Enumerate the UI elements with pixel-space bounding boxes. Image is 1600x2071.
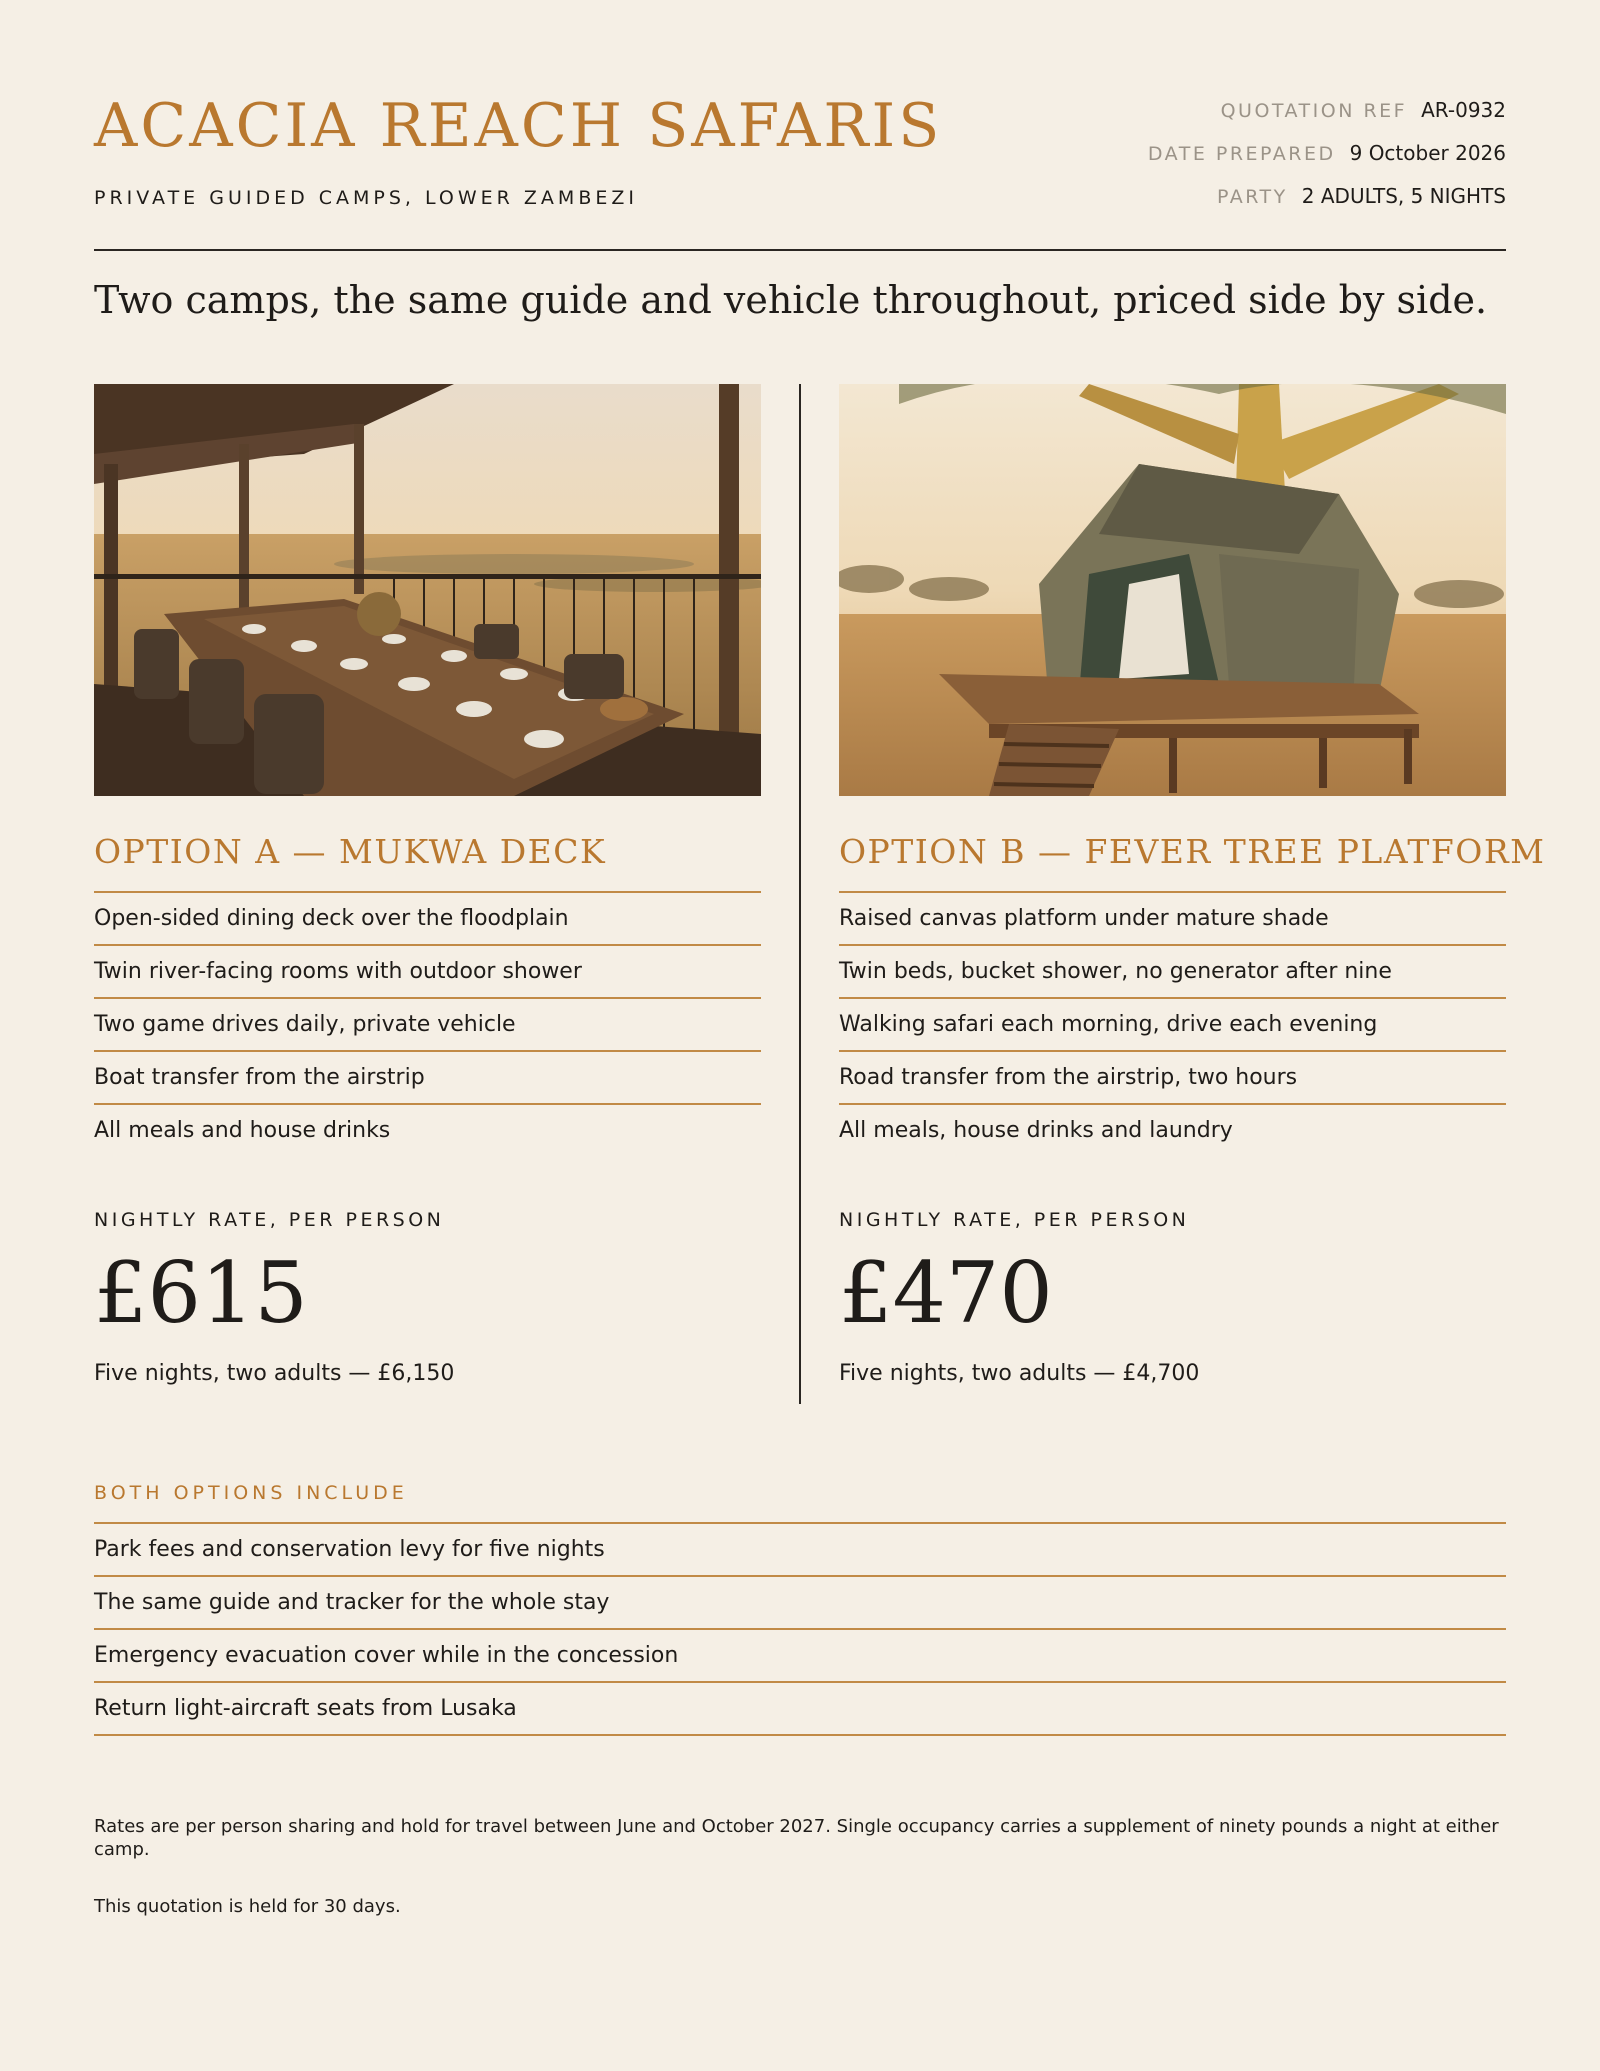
feature-item: Boat transfer from the airstrip: [94, 1052, 761, 1105]
feature-item: Raised canvas platform under mature shade: [839, 893, 1506, 946]
option-b-column: [839, 384, 1546, 1386]
option-a-price: £615: [94, 1243, 308, 1342]
both-options-list: [94, 1522, 1506, 1736]
quotation-page: [94, 0, 1546, 2071]
brand-title: ACACIA REACH SAFARIS: [94, 91, 943, 161]
brand-tagline: PRIVATE GUIDED CAMPS, LOWER ZAMBEZI: [94, 187, 638, 209]
meta-row-ref: [866, 98, 1506, 141]
option-b-total: Five nights, two adults — £4,700: [839, 1360, 1200, 1386]
column-divider: [799, 384, 801, 1404]
feature-item: Road transfer from the airstrip, two hours: [839, 1052, 1506, 1105]
both-options-title: BOTH OPTIONS INCLUDE: [94, 1482, 408, 1504]
meta-label: PARTY: [1217, 186, 1288, 208]
included-item: Park fees and conservation levy for five nights: [94, 1524, 1506, 1577]
included-item: The same guide and tracker for the whole stay: [94, 1577, 1506, 1630]
canvas-tent-photo: [839, 384, 1506, 796]
option-a-features: [94, 891, 761, 1156]
validity-note: This quotation is held for 30 days.: [94, 1896, 401, 1917]
meta-value: 9 October 2026: [1349, 141, 1506, 165]
quotation-meta: [866, 98, 1506, 227]
feature-item: Two game drives daily, private vehicle: [94, 999, 761, 1052]
header-divider: [94, 249, 1506, 251]
dining-deck-photo: [94, 384, 761, 796]
included-item: Emergency evacuation cover while in the concession: [94, 1630, 1506, 1683]
option-b-features: [839, 891, 1506, 1156]
both-options-section: [94, 1482, 1506, 1736]
feature-item: All meals, house drinks and laundry: [839, 1117, 1233, 1143]
feature-item: All meals and house drinks: [94, 1117, 391, 1143]
headline: Two camps, the same guide and vehicle throughout, priced side by side.: [94, 278, 1488, 322]
feature-item: Open-sided dining deck over the floodplain: [94, 893, 761, 946]
meta-value: 2 ADULTS, 5 NIGHTS: [1301, 184, 1506, 208]
option-b-title: OPTION B — FEVER TREE PLATFORM: [839, 832, 1546, 871]
meta-value: AR-0932: [1421, 98, 1506, 122]
option-b-price: £470: [839, 1243, 1053, 1342]
feature-item: Twin river-facing rooms with outdoor shower: [94, 946, 761, 999]
option-a-column: [94, 384, 761, 1386]
option-a-title: OPTION A — MUKWA DECK: [94, 832, 607, 871]
option-a-total: Five nights, two adults — £6,150: [94, 1360, 455, 1386]
terms-note: Rates are per person sharing and hold for travel between June and October 2027. Single occupancy carries a supplement of ninety pounds a night at either camp.: [94, 1816, 1499, 1860]
meta-row-party: [866, 184, 1506, 227]
meta-label: DATE PREPARED: [1147, 143, 1336, 165]
included-item: Return light-aircraft seats from Lusaka: [94, 1683, 1506, 1736]
option-a-rate-label: NIGHTLY RATE, PER PERSON: [94, 1208, 445, 1231]
meta-label: QUOTATION REF: [1220, 100, 1408, 122]
feature-item: Twin beds, bucket shower, no generator after nine: [839, 946, 1506, 999]
option-b-rate-label: NIGHTLY RATE, PER PERSON: [839, 1208, 1190, 1231]
feature-item: Walking safari each morning, drive each evening: [839, 999, 1506, 1052]
meta-row-date: [866, 141, 1506, 184]
